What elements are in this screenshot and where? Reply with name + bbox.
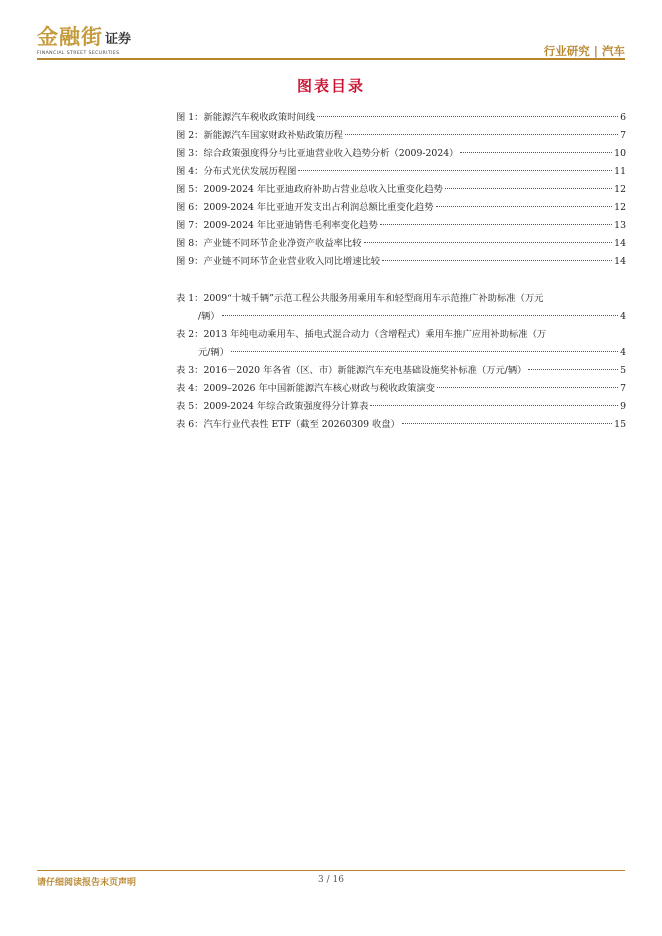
leader-dots	[317, 116, 618, 117]
toc-entry[interactable]	[176, 290, 626, 326]
toc-entry-page: 6	[620, 112, 626, 123]
leader-dots	[528, 369, 618, 370]
toc-entry[interactable]	[176, 199, 626, 217]
toc-entry[interactable]	[176, 109, 626, 127]
toc-entry[interactable]	[176, 380, 626, 398]
toc-entry-page: 10	[614, 148, 626, 159]
leader-dots	[437, 387, 618, 388]
toc-entry-page: 12	[614, 202, 626, 213]
toc-entry[interactable]	[176, 253, 626, 271]
toc-entry[interactable]	[176, 235, 626, 253]
leader-dots	[380, 224, 612, 225]
footer-divider	[37, 870, 625, 871]
leader-dots	[298, 170, 612, 171]
toc-entry-page: 11	[614, 166, 626, 177]
toc-entry-label: 图 6：2009-2024 年比亚迪开发支出占利润总额比重变化趋势	[176, 202, 434, 213]
toc-entry-label: 表 6：汽车行业代表性 ETF（截至 20260309 收盘）	[176, 419, 400, 430]
leader-dots	[364, 242, 613, 243]
toc-entry-page: 12	[614, 184, 626, 195]
toc-entry-page: 4	[620, 347, 626, 358]
toc-entry-label: 表 3：2016－2020 年各省（区、市）新能源汽车充电基础设施奖补标准（万元/辆）	[176, 365, 527, 376]
toc-entry-page: 7	[620, 383, 626, 394]
header-divider	[37, 58, 625, 60]
toc-entry[interactable]	[176, 398, 626, 416]
toc-entry-label: 表 1：2009“十城千辆”示范工程公共服务用乘用车和轻型商用车示范推广补助标准（万元	[176, 293, 544, 304]
toc-entry-label: 图 2：新能源汽车国家财政补贴政策历程	[176, 130, 343, 141]
toc-entry-page: 4	[620, 311, 626, 322]
toc-entry[interactable]	[176, 326, 626, 362]
toc-entry-label: 图 5：2009-2024 年比亚迪政府补助占营业总收入比重变化趋势	[176, 184, 443, 195]
logo-text: 金融街	[37, 24, 103, 49]
leader-dots	[382, 260, 612, 261]
leader-dots	[445, 188, 612, 189]
toc-title: 图表目录	[296, 77, 365, 95]
toc-entry[interactable]	[176, 145, 626, 163]
leader-dots	[345, 134, 618, 135]
toc-entry-label: 图 1：新能源汽车税收政策时间线	[176, 112, 316, 123]
toc-entry-page: 7	[620, 130, 626, 141]
logo-english: FINANCIAL STREET SECURITIES	[37, 51, 120, 56]
toc-entry-label: 图 3：综合政策强度得分与比亚迪营业收入趋势分析（2009-2024）	[176, 148, 459, 159]
page-number: 3 / 16	[318, 875, 344, 885]
leader-dots	[370, 405, 618, 406]
toc-entry-label: 图 4：分布式光伏发展历程图	[176, 166, 297, 177]
toc-entry-page: 14	[614, 238, 626, 249]
leader-dots	[222, 315, 618, 316]
toc-entry-label: 图 9：产业链不同环节企业营业收入同比增速比较	[176, 256, 381, 267]
toc-entry-label-continued: /辆）	[198, 311, 220, 322]
leader-dots	[402, 423, 612, 424]
toc-entry-label: 图 8：产业链不同环节企业净资产收益率比较	[176, 238, 362, 249]
report-category: 行业研究 | 汽车	[543, 44, 625, 58]
toc-entry-label-continued: 元/辆）	[198, 347, 230, 358]
toc-entry-label: 表 4：2009–2026 年中国新能源汽车核心财政与税收政策演变	[176, 383, 436, 394]
footer-disclaimer: 请仔细阅读报告末页声明	[37, 878, 137, 888]
toc-entry-page: 15	[614, 419, 626, 430]
leader-dots	[231, 351, 618, 352]
toc-entry-page: 9	[620, 401, 626, 412]
toc-entry[interactable]	[176, 127, 626, 145]
table-list	[176, 290, 626, 434]
figure-list	[176, 109, 626, 271]
toc-entry[interactable]	[176, 181, 626, 199]
leader-dots	[460, 152, 612, 153]
toc-entry[interactable]	[176, 362, 626, 380]
logo-suffix: 证券	[105, 32, 132, 47]
toc-entry[interactable]	[176, 163, 626, 181]
toc-entry-page: 14	[614, 256, 626, 267]
toc-entry-page: 13	[614, 220, 626, 231]
toc-entry-label: 表 2：2013 年纯电动乘用车、插电式混合动力（含增程式）乘用车推广应用补助标准（万	[176, 329, 547, 340]
leader-dots	[436, 206, 613, 207]
toc-entry[interactable]	[176, 416, 626, 434]
toc-entry-label: 图 7：2009-2024 年比亚迪销售毛利率变化趋势	[176, 220, 378, 231]
toc-entry[interactable]	[176, 217, 626, 235]
toc-entry-page: 5	[620, 365, 626, 376]
toc-entry-label: 表 5：2009-2024 年综合政策强度得分计算表	[176, 401, 369, 412]
brand-logo	[37, 26, 131, 48]
